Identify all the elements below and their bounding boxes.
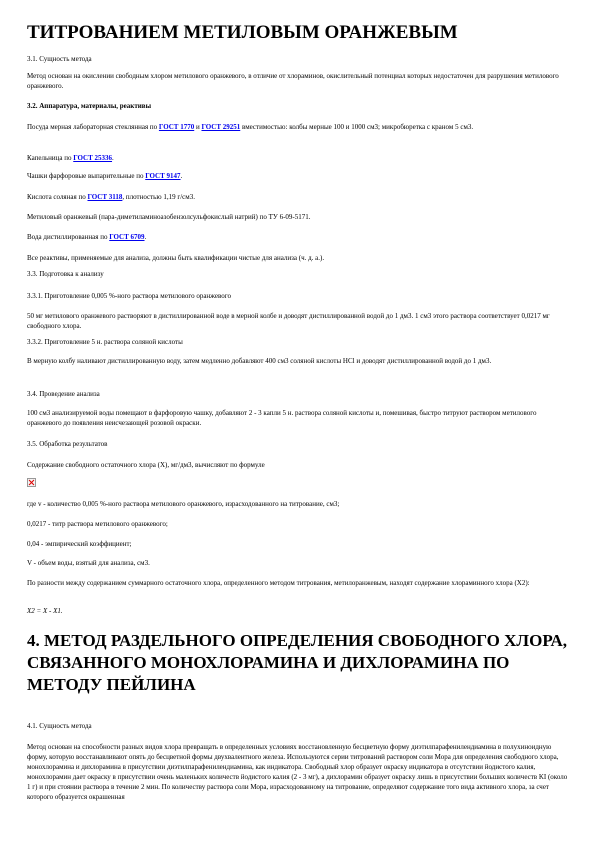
paragraph-titer: 0,0217 - титр раствора метилового оранжевого; (27, 520, 168, 528)
glassware-text-2: и (194, 123, 202, 131)
paragraph-coefficient: 0,04 - эмпирический коэффициент; (27, 540, 132, 548)
water-text-end: . (144, 233, 147, 241)
link-gost-9147[interactable]: ГОСТ 9147 (145, 172, 181, 180)
section-4-title-line1: 4. МЕТОД РАЗДЕЛЬНОГО ОПРЕДЕЛЕНИЯ СВОБОДНОГО ХЛОРА, (27, 631, 568, 650)
paragraph-methyl-orange: Метиловый оранжевый (пара-диметиламиноазобензолсульфокислый натрий) по ТУ 6-09-5171. (27, 213, 311, 221)
dropper-text: Капельница по (27, 154, 74, 162)
acid-text: Кислота соляная по (27, 193, 88, 201)
link-gost-6709[interactable]: ГОСТ 6709 (109, 233, 145, 241)
heading-3-3: 3.3. Подготовка к анализу (27, 270, 104, 278)
link-gost-29251[interactable]: ГОСТ 29251 (201, 123, 241, 131)
section-title: ТИТРОВАНИЕМ МЕТИЛОВЫМ ОРАНЖЕВЫМ (27, 22, 458, 43)
paragraph-4-1: Метод основан на способности разных видов хлора превращать в определенных условиях восстановленную бесцветную форму диэтилпарафенилендиамина в полухиноидную форму, которую восстанавливают опять до бесцветной формы двухвалентного железа. Используются серии титрований раствором соли Мора для определения свободного хлора, монохлорамина и дихлорамина в присутствии диэтилпарафенилендиамина, как индикатора. Свободный хлор образует окраску индикатора в отсутствии йодистого калия, монохлорамин дает окраску в присутствии очень маленьких количеств йодистого калия (2 - 3 мг), а дихлорамин образует окраску лишь в присутствии больших количеств KI (около 1 г) и при стоянии раствора в течение 2 мин. По количеству раствора соли Мора, израсходованному на титрование, определяют содержание того вида активного хлора, за счет которого образуется окрашенная (27, 743, 568, 801)
paragraph-acid (27, 192, 572, 202)
paragraph-glassware (27, 122, 572, 132)
paragraph-equation (27, 606, 572, 616)
equation: Х2 = Х - Х1. (27, 607, 63, 615)
heading-3-2: 3.2. Аппаратура, материалы, реактивы (27, 102, 152, 110)
dishes-text: Чашки фарфоровые выпарительные по (27, 172, 146, 180)
paragraph-where-v: где v - количество 0,005 %-ного раствора метилового оранжевого, израсходованного на титрование, см3; (27, 500, 340, 508)
acid-text-end: , плотностью 1,19 г/см3. (122, 193, 195, 201)
paragraph-dishes (27, 171, 572, 181)
heading-3-3-2: 3.3.2. Приготовление 5 н. раствора соляной кислоты (27, 338, 183, 346)
glassware-text-3: вместимостью: колбы мерные 100 и 1000 см3; микробюретка с краном 5 см3. (240, 123, 474, 131)
water-text: Вода дистиллированная по (27, 233, 110, 241)
paragraph-3-3-2: В мерную колбу наливают дистиллированную воду, затем медленно добавляют 400 см3 соляной кислоты HCl и доводят дистиллированной водой до 1 дм3. (27, 357, 492, 365)
section-4-title-line3: МЕТОДУ ПЕЙЛИНА (27, 675, 196, 694)
formula-image-placeholder-icon (27, 478, 36, 487)
paragraph-volume: V - объем воды, взятый для анализа, см3. (27, 559, 150, 567)
dropper-text-end: . (112, 154, 114, 162)
link-gost-25336[interactable]: ГОСТ 25336 (73, 154, 113, 162)
paragraph-3-4: 100 см3 анализируемой воды помещают в фарфоровую чашку, добавляют 2 - 3 капли 5 н. раствора соляной кислоты и, помешивая, быстро титруют раствором метилового оранжевого до появления неисчезающей розовой окраски. (27, 409, 537, 427)
heading-3-5: 3.5. Обработка результатов (27, 440, 108, 448)
paragraph-difference: По разности между содержанием суммарного остаточного хлора, определенного методом титрования, метилоранжевым, находят содержание хлораминного хлора (Х2): (27, 579, 530, 587)
link-gost-1770[interactable]: ГОСТ 1770 (158, 123, 195, 131)
heading-3-3-1: 3.3.1. Приготовление 0,005 %-ного раствора метилового оранжевого (27, 292, 231, 300)
paragraph-dropper (27, 153, 572, 163)
glassware-text-1: Посуда мерная лабораторная стеклянная по (27, 123, 159, 131)
dishes-text-end: . (180, 172, 183, 180)
link-gost-3118[interactable]: ГОСТ 3118 (87, 193, 123, 201)
paragraph-formula-intro: Содержание свободного остаточного хлора (Х), мг/дм3, вычисляют по формуле (27, 461, 265, 469)
section-4-title-line2: СВЯЗАННОГО МОНОХЛОРАМИНА И ДИХЛОРАМИНА ПО (27, 653, 510, 672)
paragraph-water (27, 232, 572, 242)
heading-3-1: 3.1. Сущность метода (27, 55, 92, 63)
paragraph-3-3-1: 50 мг метилового оранжевого растворяют в дистиллированной воде в мерной колбе и доводят дистиллированной водой до 1 дм3. 1 см3 этого раствора соответствует 0,0217 мг свободного хлора. (27, 312, 550, 330)
heading-4-1: 4.1. Сущность метода (27, 722, 92, 730)
paragraph-reagents: Все реактивы, применяемые для анализа, должны быть квалификации чистые для анализа (ч. д. а.). (27, 254, 325, 262)
heading-3-4: 3.4. Проведение анализа (27, 390, 100, 398)
paragraph-3-1: Метод основан на окислении свободным хлором метилового оранжевого, в отличие от хлораминов, окислительный потенциал которых недостаточен для разрушения метилового оранжевого. (27, 72, 559, 90)
